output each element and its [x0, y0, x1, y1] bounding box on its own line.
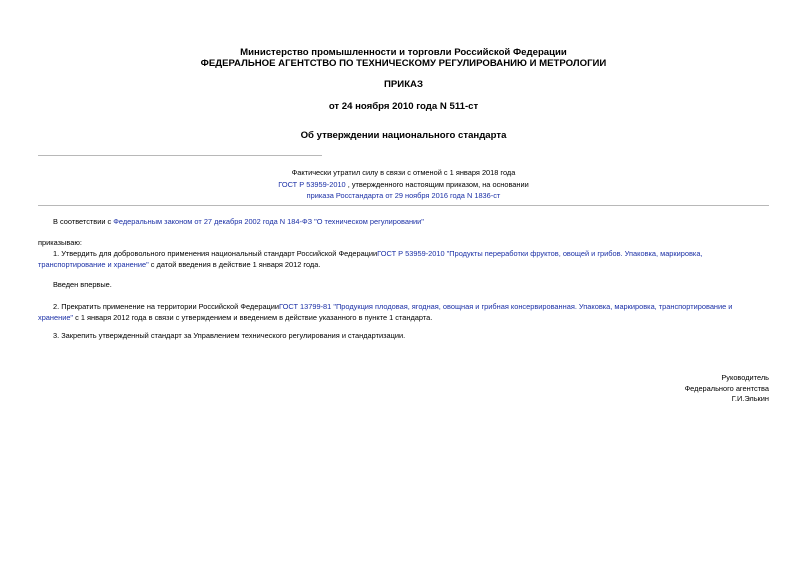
paragraph-1 — [38, 248, 769, 270]
signature-organization: Федерального агентства — [684, 384, 769, 393]
paragraph-3: 3. Закрепить утвержденный стандарт за Управлением технического регулирования и стандартизации. — [53, 331, 406, 340]
federal-law-link[interactable]: Федеральным законом от 27 декабря 2002 года N 184-ФЗ "О техническом регулировании" — [113, 217, 424, 226]
gost-13799-link[interactable]: ГОСТ 13799-81 "Продукция плодовая, ягодная, овощная и грибная консервированная. Упаковка, маркировка, транспортирование и хранение" — [38, 302, 733, 322]
status-note — [0, 167, 807, 202]
status-line-1: Фактически утратил силу в связи с отменой с 1 января 2018 года — [291, 168, 516, 177]
status-line-3 — [0, 190, 807, 202]
signature-position: Руководитель — [721, 373, 769, 382]
introduced-first-note: Введен впервые. — [53, 280, 112, 289]
signature-name: Г.И.Элькин — [731, 394, 769, 403]
status-line-2 — [0, 179, 807, 191]
intro-prefix: В соответствии с — [53, 217, 114, 226]
gost-53959-full-link[interactable]: ГОСТ Р 53959-2010 "Продукты переработки фруктов, овощей и грибов. Упаковка, маркировка, транспортирование и хранение" — [38, 249, 703, 269]
ministry-title: Министерство промышленности и торговли Российской Федерации — [240, 47, 567, 58]
intro-paragraph — [53, 217, 424, 227]
separator-top — [38, 155, 322, 156]
status-line-2-text: , утвержденного настоящим приказом, на основании — [345, 179, 529, 189]
agency-title: ФЕДЕРАЛЬНОЕ АГЕНТСТВО ПО ТЕХНИЧЕСКОМУ РЕГУЛИРОВАНИЮ И МЕТРОЛОГИИ — [200, 58, 607, 69]
document-date-number: от 24 ноября 2010 года N 511-ст — [328, 101, 479, 112]
separator-bottom — [38, 205, 769, 206]
gost-53959-link[interactable]: ГОСТ Р 53959-2010 — [278, 179, 346, 189]
document-type: ПРИКАЗ — [384, 79, 423, 90]
paragraph-2 — [38, 301, 769, 323]
document-subject: Об утверждении национального стандарта — [300, 130, 507, 141]
order-1836-link[interactable]: приказа Росстандарта от 29 ноября 2016 года N 1836-ст — [306, 191, 501, 200]
order-word: приказываю: — [38, 238, 82, 247]
paragraph-1-suffix: с датой введения в действие 1 января 2012 года. — [148, 260, 321, 269]
paragraph-2-suffix: с 1 января 2012 года в связи с утверждением и введением в действие указанного в пункте 1 стандарта. — [73, 313, 433, 322]
paragraph-1-prefix: 1. Утвердить для добровольного применения национальный стандарт Российской Федерации — [53, 249, 378, 258]
paragraph-2-prefix: 2. Прекратить применение на территории Российской Федерации — [53, 302, 280, 311]
